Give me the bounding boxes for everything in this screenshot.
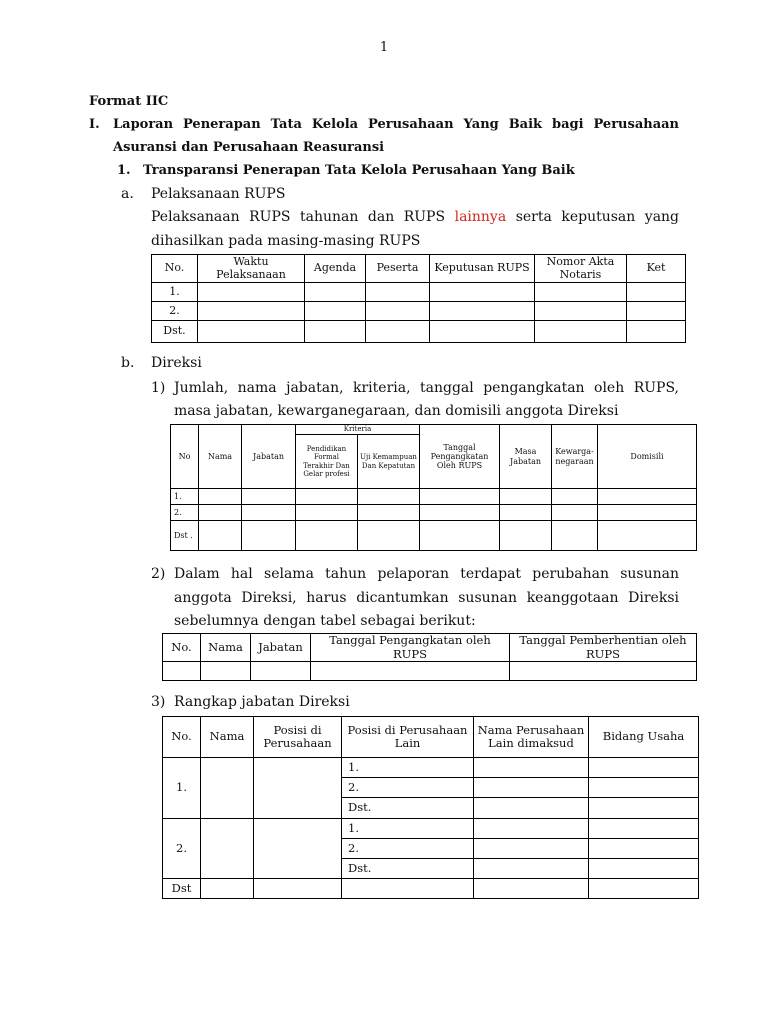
item-a-marker: a. [121, 186, 134, 202]
header-cell: Keputusan RUPS [430, 255, 535, 283]
header-cell: Kriteria [296, 425, 420, 435]
sub-row-number: Dst. [342, 859, 474, 879]
row-number: 2. [171, 505, 199, 521]
point1-line-2: masa jabatan, kewarganegaraan, dan domisili anggota Direksi [174, 403, 619, 419]
table-header-row [152, 255, 686, 283]
page-number: 1 [379, 40, 389, 55]
header-cell: Peserta [366, 255, 430, 283]
point3-title: Rangkap jabatan Direksi [174, 694, 350, 710]
item-a-title: Pelaksanaan RUPS [151, 186, 286, 202]
header-cell: No [171, 425, 199, 489]
header-cell: Uji Kemampuan Dan Kepatutan [358, 435, 420, 489]
row-number: 1. [152, 283, 198, 302]
paragraph-text: Pelaksanaan RUPS tahunan dan RUPS [151, 209, 446, 225]
highlighted-word: lainnya [454, 209, 507, 225]
group-number: 1. [163, 758, 201, 819]
point1-marker: 1) [151, 380, 166, 396]
paragraph-text: serta keputusan yang [515, 209, 680, 225]
heading-line-1: Laporan Penerapan Tata Kelola Perusahaan Yang Baik bagi Perusahaan [113, 117, 679, 132]
table-row [163, 819, 699, 839]
format-label: Format IIC [89, 94, 169, 109]
row-number: Dst . [171, 521, 199, 551]
row-number: Dst [163, 879, 201, 899]
header-cell: Jabatan [251, 634, 311, 662]
rups-table [151, 254, 686, 343]
header-cell: Jabatan [242, 425, 296, 489]
item-a-paragraph-line-1 [151, 205, 679, 229]
header-cell: Domisili [598, 425, 697, 489]
header-cell: Bidang Usaha [589, 717, 699, 758]
group-number: 2. [163, 819, 201, 879]
point2-line-2: anggota Direksi, harus dicantumkan susunan keanggotaan Direksi [174, 590, 679, 606]
header-cell: Tanggal Pemberhentian oleh RUPS [510, 634, 697, 662]
heading-line-2: Asuransi dan Perusahaan Reasuransi [113, 140, 385, 155]
header-cell: Masa Jabatan [500, 425, 552, 489]
table-row [163, 662, 697, 681]
perubahan-table [162, 633, 697, 681]
header-cell: Posisi di Perusahaan Lain [342, 717, 474, 758]
section1-title: Transparansi Penerapan Tata Kelola Perusahaan Yang Baik [143, 163, 575, 178]
point3-marker: 3) [151, 694, 166, 710]
table-row [152, 283, 686, 302]
table-header-row [163, 717, 699, 758]
item-b-marker: b. [121, 355, 135, 371]
table-row [163, 758, 699, 778]
header-cell: Tanggal Pengangkatan Oleh RUPS [420, 425, 500, 489]
header-cell: Nomor Akta Notaris [535, 255, 627, 283]
table-row [171, 505, 697, 521]
header-cell: Posisi di Perusahaan [254, 717, 342, 758]
point1-line-1: Jumlah, nama jabatan, kriteria, tanggal pengangkatan oleh RUPS, [174, 380, 679, 396]
table-row [171, 521, 697, 551]
sub-row-number: 1. [342, 758, 474, 778]
row-number: Dst. [152, 321, 198, 343]
rangkap-jabatan-table [162, 716, 699, 899]
table-row [171, 489, 697, 505]
sub-row-number: 2. [342, 839, 474, 859]
header-cell: No. [152, 255, 198, 283]
header-cell: Nama [201, 634, 251, 662]
item-b-title: Direksi [151, 355, 202, 371]
header-cell: Agenda [305, 255, 366, 283]
row-number: 1. [171, 489, 199, 505]
table-row [163, 879, 699, 899]
header-cell: No. [163, 717, 201, 758]
point2-line-3: sebelumnya dengan tabel sebagai berikut: [174, 613, 476, 629]
header-cell: Kewarga-negaraan [552, 425, 598, 489]
header-cell: Pendidikan Formal Terakhir Dan Gelar profesi [296, 435, 358, 489]
direksi-table [170, 424, 697, 551]
header-cell: Tanggal Pengangkatan oleh RUPS [311, 634, 510, 662]
section1-number: 1. [117, 163, 131, 178]
header-cell: Nama [199, 425, 242, 489]
item-a-paragraph-line-2: dihasilkan pada masing-masing RUPS [151, 233, 421, 249]
heading-number: I. [89, 117, 100, 132]
header-cell: Waktu Pelaksanaan [198, 255, 305, 283]
header-cell: Ket [627, 255, 686, 283]
table-header-row [163, 634, 697, 662]
sub-row-number: Dst. [342, 798, 474, 819]
header-cell: No. [163, 634, 201, 662]
table-header-row [171, 425, 697, 435]
sub-row-number: 2. [342, 778, 474, 798]
point2-marker: 2) [151, 566, 166, 582]
sub-row-number: 1. [342, 819, 474, 839]
header-cell: Nama Perusahaan Lain dimaksud [474, 717, 589, 758]
header-cell: Nama [201, 717, 254, 758]
table-row [152, 302, 686, 321]
row-number: 2. [152, 302, 198, 321]
point2-line-1: Dalam hal selama tahun pelaporan terdapat perubahan susunan [174, 566, 679, 582]
table-row [152, 321, 686, 343]
